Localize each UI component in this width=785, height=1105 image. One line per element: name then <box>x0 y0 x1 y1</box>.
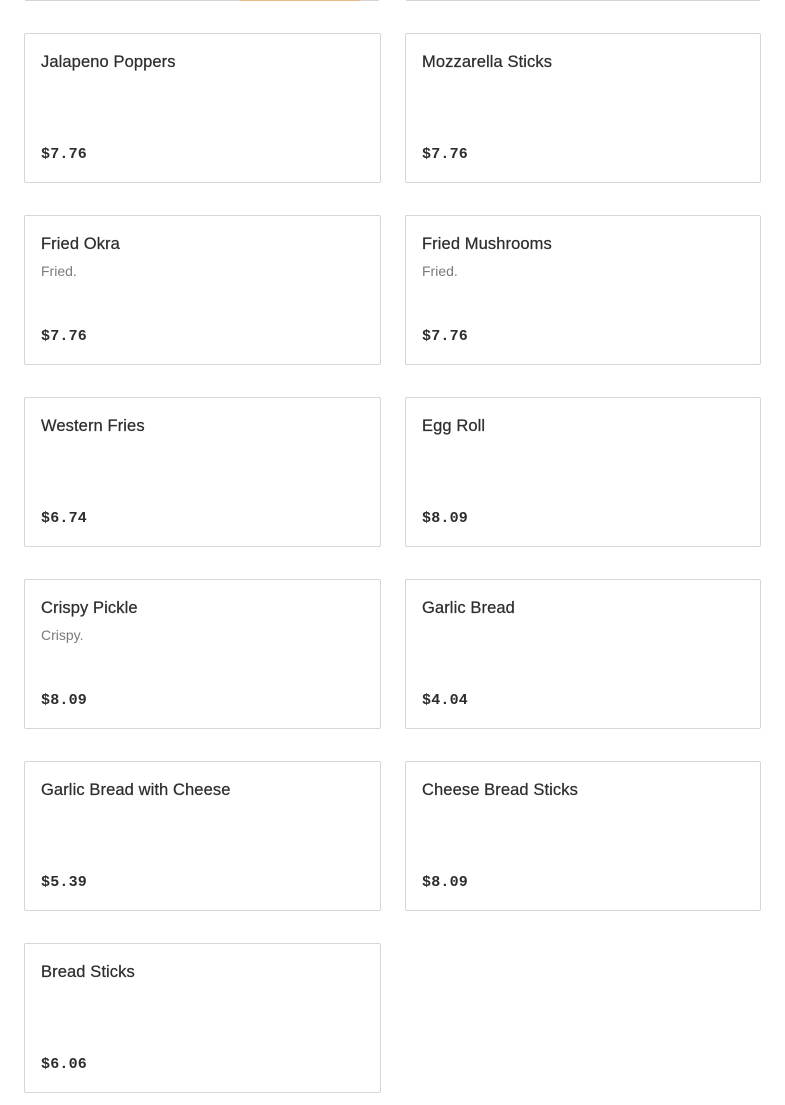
menu-item-card[interactable] <box>24 397 381 547</box>
menu-item-price: $8.09 <box>422 510 469 527</box>
menu-item-name: Mozzarella Sticks <box>422 53 553 71</box>
menu-item-description: Crispy. <box>41 627 84 643</box>
menu-item-name: Garlic Bread with Cheese <box>41 781 231 799</box>
menu-item-card[interactable] <box>405 397 761 547</box>
menu-item-description: Fried. <box>41 263 77 279</box>
menu-item-price: $7.76 <box>41 328 88 345</box>
menu-item-name: Jalapeno Poppers <box>41 53 176 71</box>
menu-item-description: Fried. <box>422 263 458 279</box>
menu-item-price: $6.74 <box>41 510 88 527</box>
menu-item-name: Western Fries <box>41 417 145 435</box>
menu-item-name: Egg Roll <box>422 417 486 435</box>
menu-item-price: $7.76 <box>41 146 88 163</box>
menu-item-card[interactable] <box>405 215 761 365</box>
menu-item-card[interactable] <box>405 579 761 729</box>
previous-card-image-edge <box>240 0 360 1</box>
menu-item-name: Garlic Bread <box>422 599 515 617</box>
menu-item-price: $6.06 <box>41 1056 88 1073</box>
menu-item-card[interactable] <box>24 579 381 729</box>
menu-item-name: Bread Sticks <box>41 963 135 981</box>
menu-item-card[interactable] <box>405 33 761 183</box>
menu-item-card[interactable] <box>405 761 761 911</box>
menu-item-grid <box>24 33 761 1093</box>
menu-item-card[interactable] <box>24 761 381 911</box>
menu-item-price: $8.09 <box>41 692 88 709</box>
menu-item-name: Cheese Bread Sticks <box>422 781 578 799</box>
menu-item-card[interactable] <box>24 943 381 1093</box>
menu-item-price: $7.76 <box>422 146 469 163</box>
menu-item-card[interactable] <box>24 215 381 365</box>
previous-card-edge <box>406 0 760 1</box>
menu-item-price: $4.04 <box>422 692 469 709</box>
menu-item-card[interactable] <box>24 33 381 183</box>
menu-item-price: $5.39 <box>41 874 88 891</box>
menu-item-price: $7.76 <box>422 328 469 345</box>
menu-item-name: Fried Mushrooms <box>422 235 552 253</box>
menu-item-price: $8.09 <box>422 874 469 891</box>
menu-item-name: Fried Okra <box>41 235 120 253</box>
menu-item-name: Crispy Pickle <box>41 599 138 617</box>
previous-card-edge <box>25 0 379 1</box>
